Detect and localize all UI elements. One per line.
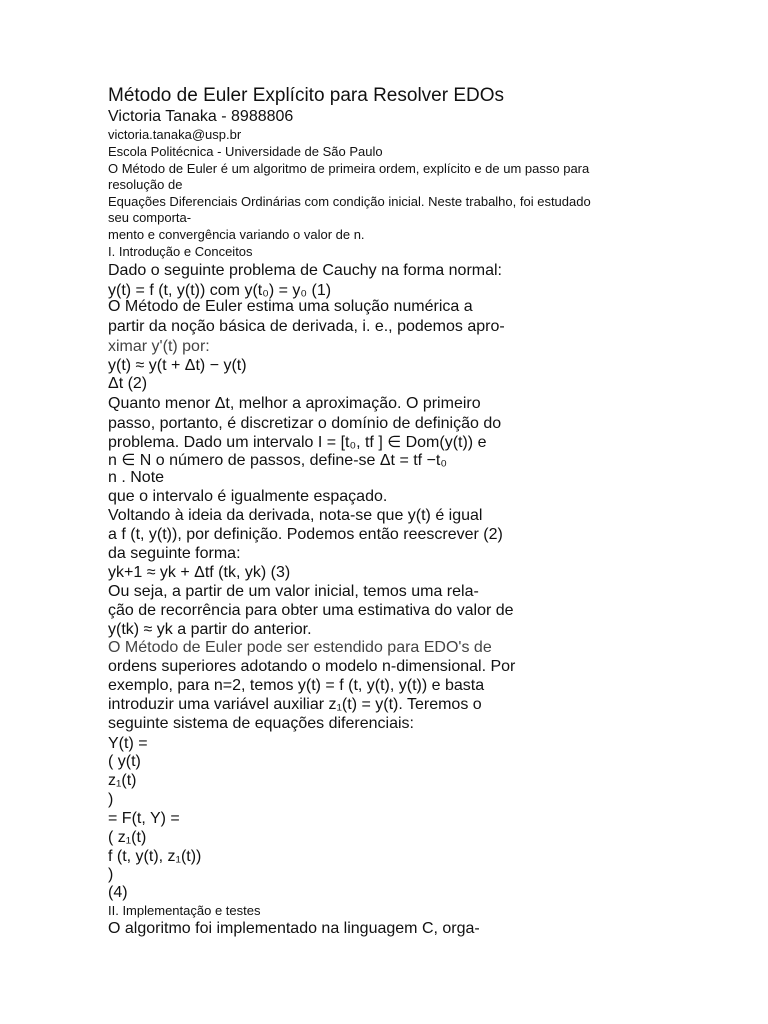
body-line: O Método de Euler estima uma solução numérica a — [108, 298, 473, 315]
body-line: seguinte sistema de equações diferenciais: — [108, 715, 414, 732]
equation-4-number: (4) — [108, 884, 128, 901]
body-line: O Método de Euler pode ser estendido para EDO's de — [108, 639, 492, 656]
abstract-line: resolução de — [108, 177, 183, 192]
paper-title: Método de Euler Explícito para Resolver EDOs — [108, 85, 505, 106]
section-heading-implementation: II. Implementação e testes — [108, 903, 261, 918]
body-line: Ou seja, a partir de um valor inicial, temos uma rela- — [108, 583, 479, 600]
equation-2-numerator: y(t) ≈ y(t + Δt) − y(t) — [108, 357, 247, 374]
equation-4-line: ) — [108, 866, 114, 883]
abstract-line: mento e convergência variando o valor de n. — [108, 227, 365, 242]
body-line: passo, portanto, é discretizar o domínio de definição do — [108, 415, 502, 432]
body-line: Dado o seguinte problema de Cauchy na forma normal: — [108, 262, 502, 279]
body-line: n . Note — [108, 469, 165, 486]
equation-4-line: Y(t) = — [108, 735, 148, 752]
equation-4-line: ) — [108, 791, 114, 808]
equation-4-line: f (t, y(t), z₁(t)) — [108, 848, 202, 865]
body-line: exemplo, para n=2, temos y(t) = f (t, y(t), y(t)) e basta — [108, 677, 485, 694]
body-line: ordens superiores adotando o modelo n-dimensional. Por — [108, 658, 516, 675]
abstract-line: seu comporta- — [108, 210, 192, 225]
abstract-line: O Método de Euler é um algoritmo de primeira ordem, explícito e de um passo para — [108, 161, 590, 176]
equation-2-denominator: Δt (2) — [108, 375, 148, 392]
body-line: Quanto menor Δt, melhor a aproximação. O primeiro — [108, 395, 481, 412]
abstract-line: Equações Diferenciais Ordinárias com condição inicial. Neste trabalho, foi estudado — [108, 194, 591, 209]
body-line: ção de recorrência para obter uma estimativa do valor de — [108, 602, 514, 619]
body-line: O algoritmo foi implementado na linguagem C, orga- — [108, 920, 480, 937]
body-line: introduzir uma variável auxiliar z₁(t) = y(t). Teremos o — [108, 696, 482, 713]
equation-4-line: ( y(t) — [108, 753, 141, 770]
equation-4-line: z₁(t) — [108, 772, 137, 789]
body-line: y(tk) ≈ yk a partir do anterior. — [108, 621, 312, 638]
equation-1: y(t) = f (t, y(t)) com y(t₀) = y₀ (1) — [108, 282, 332, 299]
equation-4-line: = F(t, Y) = — [108, 810, 180, 827]
body-line: ximar y'(t) por: — [108, 338, 210, 355]
body-line: partir da noção básica de derivada, i. e., podemos apro- — [108, 318, 505, 335]
equation-3: yk+1 ≈ yk + Δtf (tk, yk) (3) — [108, 564, 291, 581]
body-line: a f (t, y(t)), por definição. Podemos então reescrever (2) — [108, 526, 503, 543]
section-heading-intro: I. Introdução e Conceitos — [108, 244, 253, 259]
affiliation: Escola Politécnica - Universidade de São Paulo — [108, 144, 383, 159]
body-line: Voltando à ideia da derivada, nota-se que y(t) é igual — [108, 507, 483, 524]
author-line: Victoria Tanaka - 8988806 — [108, 108, 294, 125]
author-email: victoria.tanaka@usp.br — [108, 127, 242, 142]
equation-4-line: ( z₁(t) — [108, 829, 147, 846]
body-line: que o intervalo é igualmente espaçado. — [108, 488, 388, 505]
body-line: problema. Dado um intervalo I = [t₀, tf ] ∈ Dom(y(t)) e — [108, 434, 487, 451]
body-line: da seguinte forma: — [108, 545, 241, 562]
body-line: n ∈ N o número de passos, define-se Δt = tf −t₀ — [108, 452, 447, 469]
